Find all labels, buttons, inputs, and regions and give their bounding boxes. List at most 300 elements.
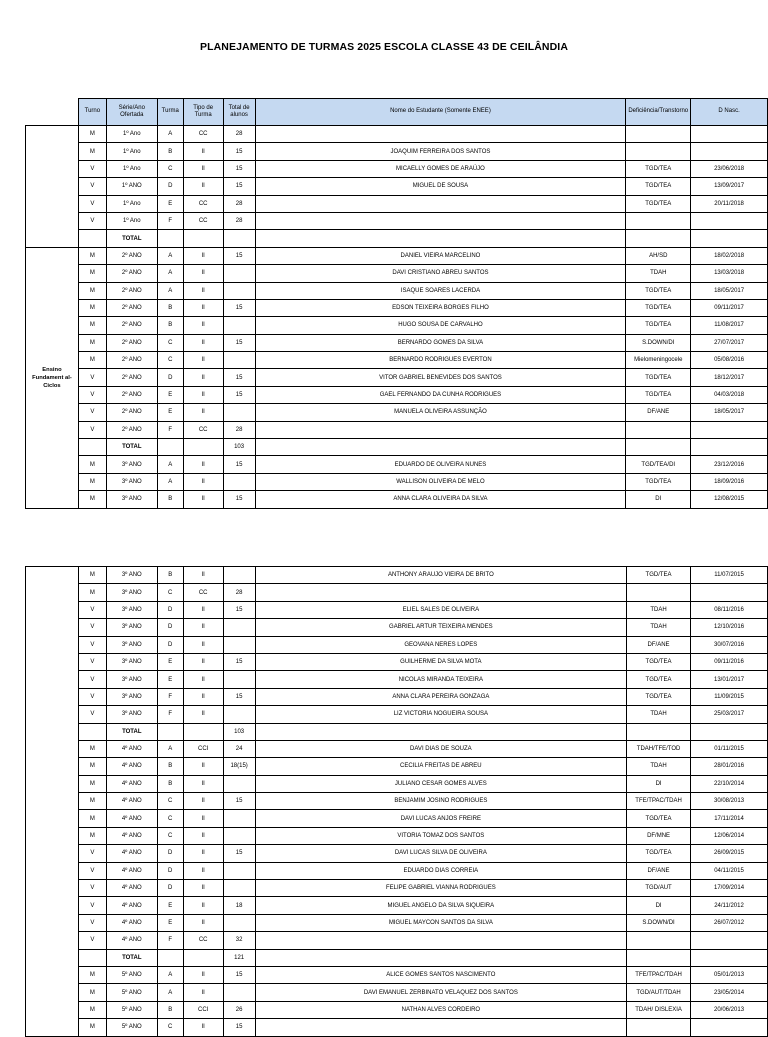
cell-nascimento bbox=[691, 143, 768, 160]
cell-nome: BERNARDO RODRIGUES EVERTON bbox=[255, 352, 626, 369]
table-row bbox=[26, 421, 768, 438]
cell-nome: EDSON TEIXEIRA BORGES FILHO bbox=[255, 299, 626, 316]
cell-nascimento: 28/01/2016 bbox=[691, 758, 768, 775]
cell-nome: DAVI EMANUEL ZERBINATO VELAQUEZ DOS SANTOS bbox=[255, 984, 626, 1001]
cell-turno bbox=[78, 230, 106, 247]
table-row bbox=[26, 949, 768, 966]
cell-turno bbox=[78, 439, 106, 456]
cell-nome: EDUARDO DIAS CORREIA bbox=[255, 862, 626, 879]
table-row bbox=[26, 775, 768, 792]
table-row bbox=[26, 195, 768, 212]
cell-nome bbox=[255, 126, 626, 143]
cell-nome: MIGUEL ANGELO DA SILVA SIQUEIRA bbox=[255, 897, 626, 914]
cell-total bbox=[223, 984, 255, 1001]
cell-turno: M bbox=[78, 793, 106, 810]
cell-turno: M bbox=[78, 810, 106, 827]
table-row bbox=[26, 845, 768, 862]
cell-turma: A bbox=[157, 247, 183, 264]
cell-nascimento: 23/06/2018 bbox=[691, 160, 768, 177]
cell-deficiencia: TDAH bbox=[627, 601, 691, 618]
cell-turno: M bbox=[78, 473, 106, 490]
cell-nascimento: 17/09/2014 bbox=[691, 880, 768, 897]
cell-deficiencia bbox=[627, 932, 691, 949]
cell-deficiencia: TDAH bbox=[626, 265, 691, 282]
cell-serie: 1º Ano bbox=[106, 160, 157, 177]
cell-deficiencia: TGD/TEA bbox=[626, 317, 691, 334]
cell-nascimento bbox=[691, 584, 768, 601]
cell-nome: NICOLAS MIRANDA TEIXEIRA bbox=[255, 671, 626, 688]
cell-deficiencia: TDAH/ DISLEXIA bbox=[627, 1001, 691, 1018]
table-row bbox=[26, 636, 768, 653]
cell-tipo: II bbox=[183, 265, 223, 282]
cell-serie: 2º ANO bbox=[106, 265, 157, 282]
cell-turma: E bbox=[157, 653, 183, 670]
cell-turma: D bbox=[157, 845, 183, 862]
cell-tipo: II bbox=[183, 352, 223, 369]
cell-tipo: CC bbox=[183, 126, 223, 143]
cell-serie: 4º ANO bbox=[106, 758, 157, 775]
cell-turma: D bbox=[157, 636, 183, 653]
cell-serie: 2º ANO bbox=[106, 317, 157, 334]
cell-turno: V bbox=[78, 212, 106, 229]
cell-turno: V bbox=[78, 636, 106, 653]
cell-nome bbox=[255, 949, 626, 966]
cell-nome: BENJAMIM JOSINO RODRIGUES bbox=[255, 793, 626, 810]
cell-turma: D bbox=[157, 178, 183, 195]
cell-tipo: II bbox=[183, 601, 223, 618]
cell-total bbox=[223, 636, 255, 653]
cell-turno bbox=[78, 723, 106, 740]
table-row bbox=[26, 265, 768, 282]
cell-turma: B bbox=[157, 317, 183, 334]
header-row bbox=[26, 99, 768, 126]
cell-deficiencia: TFE/TPAC/TDAH bbox=[627, 966, 691, 983]
cell-turno: V bbox=[78, 178, 106, 195]
cell-turma: A bbox=[157, 473, 183, 490]
cell-nascimento: 12/08/2015 bbox=[691, 491, 768, 508]
cell-serie: 3º ANO bbox=[106, 584, 157, 601]
cell-turma: F bbox=[157, 212, 183, 229]
table-body bbox=[26, 567, 768, 1037]
cell-total bbox=[223, 265, 255, 282]
table-row bbox=[26, 386, 768, 403]
cell-tipo: II bbox=[183, 636, 223, 653]
cell-turma bbox=[157, 723, 183, 740]
cell-total bbox=[223, 827, 255, 844]
cell-deficiencia bbox=[626, 212, 691, 229]
cell-tipo: II bbox=[183, 758, 223, 775]
table-row bbox=[26, 810, 768, 827]
table-row bbox=[26, 352, 768, 369]
cell-deficiencia: TDAH bbox=[627, 619, 691, 636]
cell-turma: A bbox=[157, 456, 183, 473]
cell-turma: C bbox=[157, 352, 183, 369]
cell-total bbox=[223, 317, 255, 334]
table-row bbox=[26, 212, 768, 229]
cell-deficiencia: TGD/TEA bbox=[626, 386, 691, 403]
cell-deficiencia bbox=[627, 1019, 691, 1036]
cell-tipo: II bbox=[183, 862, 223, 879]
cell-tipo: II bbox=[183, 160, 223, 177]
group-cell bbox=[26, 567, 79, 1037]
cell-nascimento: 24/11/2012 bbox=[691, 897, 768, 914]
cell-serie: 4º ANO bbox=[106, 775, 157, 792]
cell-total bbox=[223, 862, 255, 879]
cell-tipo: II bbox=[183, 775, 223, 792]
cell-nome: JOAQUIM FERREIRA DOS SANTOS bbox=[255, 143, 626, 160]
cell-tipo: II bbox=[183, 386, 223, 403]
cell-total: 28 bbox=[223, 584, 255, 601]
cell-nome: ALICE GOMES SANTOS NASCIMENTO bbox=[255, 966, 626, 983]
cell-turma: C bbox=[157, 584, 183, 601]
cell-total bbox=[223, 352, 255, 369]
cell-deficiencia: TGD/AUT bbox=[627, 880, 691, 897]
cell-turma: E bbox=[157, 404, 183, 421]
cell-turno: V bbox=[78, 845, 106, 862]
cell-nome bbox=[255, 932, 626, 949]
cell-serie: 4º ANO bbox=[106, 845, 157, 862]
cell-tipo: II bbox=[183, 473, 223, 490]
cell-nascimento: 20/11/2018 bbox=[691, 195, 768, 212]
col-header-serie: Série/Ano Ofertada bbox=[106, 99, 157, 126]
table-row bbox=[26, 706, 768, 723]
cell-deficiencia: TGD/TEA bbox=[626, 299, 691, 316]
cell-tipo: II bbox=[183, 178, 223, 195]
cell-nascimento: 13/01/2017 bbox=[691, 671, 768, 688]
cell-serie: 3º ANO bbox=[106, 636, 157, 653]
cell-total: 103 bbox=[223, 439, 255, 456]
cell-total: 15 bbox=[223, 653, 255, 670]
cell-turma: E bbox=[157, 671, 183, 688]
cell-serie: 1º Ano bbox=[106, 212, 157, 229]
cell-deficiencia bbox=[626, 421, 691, 438]
cell-total: 15 bbox=[223, 1019, 255, 1036]
cell-deficiencia: DF/ANE bbox=[627, 862, 691, 879]
cell-deficiencia: TGD/TEA bbox=[626, 178, 691, 195]
cell-nome: ANNA CLARA OLIVEIRA DA SILVA bbox=[255, 491, 626, 508]
cell-turno: V bbox=[78, 619, 106, 636]
col-header-tipo: Tipo de Turma bbox=[183, 99, 223, 126]
cell-turma bbox=[157, 439, 183, 456]
cell-turno: M bbox=[78, 143, 106, 160]
cell-turma: B bbox=[157, 567, 183, 584]
table-row bbox=[26, 230, 768, 247]
cell-turma bbox=[157, 230, 183, 247]
cell-nome bbox=[255, 421, 626, 438]
cell-deficiencia: TGD/TEA bbox=[627, 845, 691, 862]
cell-turma: B bbox=[157, 143, 183, 160]
cell-turma: B bbox=[157, 1001, 183, 1018]
cell-deficiencia: TGD/TEA bbox=[627, 567, 691, 584]
table-row bbox=[26, 473, 768, 490]
cell-turno: V bbox=[78, 421, 106, 438]
cell-deficiencia: S.DOWN/DI bbox=[626, 334, 691, 351]
cell-turno: M bbox=[78, 567, 106, 584]
cell-serie: 4º ANO bbox=[106, 740, 157, 757]
cell-serie: 3º ANO bbox=[106, 653, 157, 670]
col-header-turno: Turno bbox=[78, 99, 106, 126]
cell-tipo bbox=[183, 230, 223, 247]
cell-turma: F bbox=[157, 932, 183, 949]
cell-deficiencia bbox=[626, 126, 691, 143]
cell-serie: 4º ANO bbox=[106, 880, 157, 897]
cell-tipo bbox=[183, 723, 223, 740]
cell-nascimento: 20/06/2013 bbox=[691, 1001, 768, 1018]
cell-nascimento bbox=[691, 1019, 768, 1036]
cell-turma: A bbox=[157, 740, 183, 757]
cell-nome: BERNARDO GOMES DA SILVA bbox=[255, 334, 626, 351]
cell-tipo: II bbox=[183, 456, 223, 473]
cell-serie: 4º ANO bbox=[106, 810, 157, 827]
table-row bbox=[26, 491, 768, 508]
cell-nascimento: 12/06/2014 bbox=[691, 827, 768, 844]
cell-nome: ANNA CLARA PEREIRA GONZAGA bbox=[255, 688, 626, 705]
cell-nascimento: 05/08/2016 bbox=[691, 352, 768, 369]
cell-turno: V bbox=[78, 880, 106, 897]
cell-turma: D bbox=[157, 619, 183, 636]
cell-total bbox=[223, 775, 255, 792]
cell-deficiencia: TGD/TEA bbox=[627, 653, 691, 670]
cell-nome: ANTHONY ARAUJO VIEIRA DE BRITO bbox=[255, 567, 626, 584]
cell-serie: 3º ANO bbox=[106, 491, 157, 508]
cell-nome bbox=[255, 195, 626, 212]
cell-total: 103 bbox=[223, 723, 255, 740]
cell-nascimento: 22/10/2014 bbox=[691, 775, 768, 792]
cell-serie: 2º ANO bbox=[106, 352, 157, 369]
cell-nascimento bbox=[691, 932, 768, 949]
cell-serie: TOTAL bbox=[106, 949, 157, 966]
cell-tipo: II bbox=[183, 880, 223, 897]
cell-nascimento: 04/03/2018 bbox=[691, 386, 768, 403]
table-row bbox=[26, 932, 768, 949]
cell-nascimento: 09/11/2016 bbox=[691, 653, 768, 670]
cell-total: 28 bbox=[223, 195, 255, 212]
cell-total bbox=[223, 473, 255, 490]
cell-turma: A bbox=[157, 265, 183, 282]
cell-nascimento bbox=[691, 126, 768, 143]
cell-tipo: II bbox=[183, 1019, 223, 1036]
cell-tipo: II bbox=[183, 688, 223, 705]
cell-serie: 4º ANO bbox=[106, 897, 157, 914]
cell-tipo: II bbox=[183, 845, 223, 862]
cell-nome: DAVI DIAS DE SOUZA bbox=[255, 740, 626, 757]
cell-serie: 4º ANO bbox=[106, 932, 157, 949]
table-row bbox=[26, 688, 768, 705]
cell-deficiencia: TGD/TEA bbox=[626, 282, 691, 299]
table-row bbox=[26, 247, 768, 264]
table-row bbox=[26, 601, 768, 618]
cell-nome: DAVI LUCAS SILVA DE OLIVEIRA bbox=[255, 845, 626, 862]
cell-turma: C bbox=[157, 793, 183, 810]
cell-tipo: II bbox=[183, 369, 223, 386]
cell-tipo: CC bbox=[183, 212, 223, 229]
cell-turno: V bbox=[78, 862, 106, 879]
cell-nascimento: 18/09/2016 bbox=[691, 473, 768, 490]
cell-turma: C bbox=[157, 1019, 183, 1036]
cell-turma: A bbox=[157, 282, 183, 299]
cell-serie: 5º ANO bbox=[106, 984, 157, 1001]
cell-deficiencia: S.DOWN/DI bbox=[627, 914, 691, 931]
cell-serie: TOTAL bbox=[106, 439, 157, 456]
cell-serie: TOTAL bbox=[106, 230, 157, 247]
cell-deficiencia: DF/ANE bbox=[626, 404, 691, 421]
cell-turno: M bbox=[78, 984, 106, 1001]
cell-deficiencia: DI bbox=[627, 897, 691, 914]
table-row bbox=[26, 178, 768, 195]
cell-tipo: II bbox=[183, 984, 223, 1001]
cell-turma bbox=[157, 949, 183, 966]
cell-turma: E bbox=[157, 897, 183, 914]
cell-deficiencia: TFE/TPAC/TDAH bbox=[627, 793, 691, 810]
cell-total: 26 bbox=[223, 1001, 255, 1018]
cell-nascimento: 26/09/2015 bbox=[691, 845, 768, 862]
table-row bbox=[26, 126, 768, 143]
cell-deficiencia: AH/SD bbox=[626, 247, 691, 264]
cell-nascimento: 17/11/2014 bbox=[691, 810, 768, 827]
cell-nome: NATHAN ALVES CORDEIRO bbox=[255, 1001, 626, 1018]
cell-turno: M bbox=[78, 758, 106, 775]
cell-nascimento: 12/10/2016 bbox=[691, 619, 768, 636]
cell-turma: B bbox=[157, 775, 183, 792]
col-header-nome: Nome do Estudante (Somente ENEE) bbox=[255, 99, 626, 126]
cell-total: 32 bbox=[223, 932, 255, 949]
cell-nascimento bbox=[691, 212, 768, 229]
group-cell bbox=[26, 126, 79, 248]
table-row bbox=[26, 1019, 768, 1036]
cell-tipo: CC bbox=[183, 932, 223, 949]
col-header-turma: Turma bbox=[157, 99, 183, 126]
table-row bbox=[26, 653, 768, 670]
cell-nascimento: 04/11/2015 bbox=[691, 862, 768, 879]
cell-deficiencia: DI bbox=[627, 775, 691, 792]
cell-total: 15 bbox=[223, 456, 255, 473]
cell-turma: B bbox=[157, 299, 183, 316]
cell-nome: GAEL FERNANDO DA CUNHA RODRIGUES bbox=[255, 386, 626, 403]
cell-serie: 5º ANO bbox=[106, 966, 157, 983]
cell-serie: 1º ANO bbox=[106, 178, 157, 195]
cell-turma: F bbox=[157, 706, 183, 723]
cell-nome: HUGO SOUSA DE CARVALHO bbox=[255, 317, 626, 334]
cell-total: 15 bbox=[223, 369, 255, 386]
cell-serie: 3º ANO bbox=[106, 688, 157, 705]
table-row bbox=[26, 317, 768, 334]
cell-turma: F bbox=[157, 421, 183, 438]
col-header-nascimento: D Nasc. bbox=[691, 99, 768, 126]
cell-nome: LIZ VICTORIA NOGUEIRA SOUSA bbox=[255, 706, 626, 723]
table-row bbox=[26, 404, 768, 421]
table-row bbox=[26, 984, 768, 1001]
cell-turno: M bbox=[78, 247, 106, 264]
cell-nascimento: 08/11/2016 bbox=[691, 601, 768, 618]
class-planning-table-page-2 bbox=[25, 566, 768, 1037]
cell-tipo: CC bbox=[183, 195, 223, 212]
table-row bbox=[26, 827, 768, 844]
cell-nascimento: 01/11/2015 bbox=[691, 740, 768, 757]
cell-serie: 3º ANO bbox=[106, 619, 157, 636]
cell-deficiencia: TGD/TEA bbox=[626, 473, 691, 490]
cell-deficiencia: DI bbox=[626, 491, 691, 508]
cell-tipo: II bbox=[183, 491, 223, 508]
cell-nome bbox=[255, 212, 626, 229]
cell-nascimento bbox=[691, 439, 768, 456]
cell-turno: V bbox=[78, 706, 106, 723]
cell-tipo: II bbox=[183, 671, 223, 688]
cell-serie: 2º ANO bbox=[106, 334, 157, 351]
cell-total: 15 bbox=[223, 143, 255, 160]
cell-tipo: II bbox=[183, 143, 223, 160]
cell-total bbox=[223, 880, 255, 897]
cell-deficiencia: TDAH/TFE/TOD bbox=[627, 740, 691, 757]
table-row bbox=[26, 723, 768, 740]
cell-total: 28 bbox=[223, 126, 255, 143]
table-row bbox=[26, 369, 768, 386]
cell-deficiencia bbox=[627, 949, 691, 966]
cell-serie: 3º ANO bbox=[106, 473, 157, 490]
cell-tipo: II bbox=[183, 914, 223, 931]
cell-turno: M bbox=[78, 775, 106, 792]
cell-nome: MIGUEL DE SOUSA bbox=[255, 178, 626, 195]
cell-nome bbox=[255, 584, 626, 601]
cell-nome: MIGUEL MAYCON SANTOS DA SILVA bbox=[255, 914, 626, 931]
cell-turno: M bbox=[78, 491, 106, 508]
cell-turma: C bbox=[157, 160, 183, 177]
table-row bbox=[26, 897, 768, 914]
cell-total: 28 bbox=[223, 212, 255, 229]
cell-nascimento: 30/08/2013 bbox=[691, 793, 768, 810]
cell-turno: V bbox=[78, 914, 106, 931]
cell-total bbox=[223, 404, 255, 421]
cell-nascimento bbox=[691, 949, 768, 966]
cell-turma: C bbox=[157, 334, 183, 351]
cell-total bbox=[223, 671, 255, 688]
cell-turno: M bbox=[78, 966, 106, 983]
cell-nome: DANIEL VIEIRA MARCELINO bbox=[255, 247, 626, 264]
table-row bbox=[26, 1001, 768, 1018]
cell-turno: V bbox=[78, 369, 106, 386]
cell-turno: V bbox=[78, 404, 106, 421]
table-body bbox=[26, 126, 768, 509]
cell-serie: 2º ANO bbox=[106, 282, 157, 299]
cell-turno: M bbox=[78, 334, 106, 351]
cell-total bbox=[223, 706, 255, 723]
cell-nome: GEOVANA NERES LOPES bbox=[255, 636, 626, 653]
cell-deficiencia: TGD/TEA bbox=[627, 688, 691, 705]
table-row bbox=[26, 740, 768, 757]
cell-turma: D bbox=[157, 880, 183, 897]
table-row bbox=[26, 334, 768, 351]
cell-total: 15 bbox=[223, 386, 255, 403]
cell-nascimento: 27/07/2017 bbox=[691, 334, 768, 351]
cell-nome bbox=[255, 230, 626, 247]
cell-serie: 2º ANO bbox=[106, 404, 157, 421]
cell-tipo: CCI bbox=[183, 1001, 223, 1018]
cell-nome: FELIPE GABRIEL VIANNA RODRIGUES bbox=[255, 880, 626, 897]
cell-serie: 2º ANO bbox=[106, 386, 157, 403]
cell-nome: ELIEL SALES DE OLIVEIRA bbox=[255, 601, 626, 618]
cell-nome: VITOR GABRIEL BENEVIDES DOS SANTOS bbox=[255, 369, 626, 386]
cell-turno: V bbox=[78, 688, 106, 705]
cell-turma: C bbox=[157, 827, 183, 844]
cell-nascimento: 18/02/2018 bbox=[691, 247, 768, 264]
cell-tipo: II bbox=[183, 247, 223, 264]
cell-total: 18 bbox=[223, 897, 255, 914]
cell-nome: MANUELA OLIVEIRA ASSUNÇÃO bbox=[255, 404, 626, 421]
cell-deficiencia: TDAH bbox=[627, 706, 691, 723]
cell-tipo: CC bbox=[183, 421, 223, 438]
cell-tipo: II bbox=[183, 619, 223, 636]
cell-turno: M bbox=[78, 299, 106, 316]
cell-nome: VITORIA TOMAZ DOS SANTOS bbox=[255, 827, 626, 844]
